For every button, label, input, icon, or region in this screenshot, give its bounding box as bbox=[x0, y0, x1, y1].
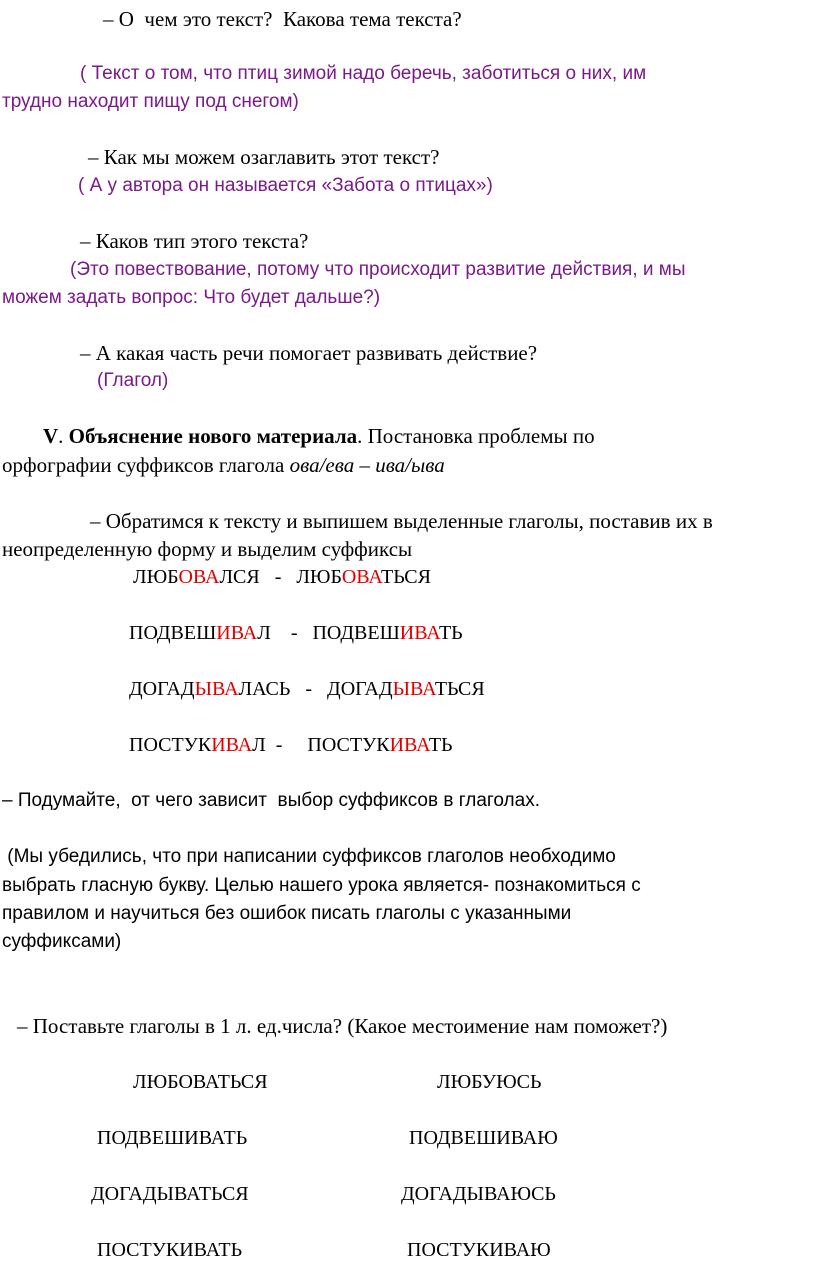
verb-ending: ТЬ bbox=[438, 622, 463, 644]
answer-4: (Глагол) bbox=[97, 370, 169, 391]
verb-stem: ПОДВЕШ bbox=[129, 622, 217, 644]
question-1: – О чем это текст? Какова тема текста? bbox=[103, 7, 462, 31]
verb-stem: ПОСТУК bbox=[129, 734, 212, 756]
verb-stem: ДОГАД bbox=[129, 678, 195, 700]
verb-stem: ПОДВЕШ bbox=[312, 622, 400, 644]
section-title: Объяснение нового материала bbox=[68, 424, 358, 448]
form-first-person-4: ПОСТУКИВАЮ bbox=[407, 1239, 551, 1261]
verb-pair-1 bbox=[133, 567, 431, 587]
section-number-dot: . bbox=[58, 424, 64, 448]
answer-2: ( А у автора он называется «Забота о птицах») bbox=[78, 175, 493, 196]
section-heading bbox=[43, 426, 595, 447]
section-subheading bbox=[2, 455, 445, 476]
form-infinitive-2: ПОДВЕШИВАТЬ bbox=[97, 1127, 248, 1149]
section-suffixes: ова/ева – ива/ыва bbox=[289, 453, 445, 477]
verb-pair-4 bbox=[129, 735, 453, 755]
verb-suffix: ИВА bbox=[399, 622, 439, 644]
section-subheading-text: орфографии суффиксов глагола bbox=[2, 453, 290, 477]
answer-3-line-2: можем задать вопрос: Что будет дальше?) bbox=[2, 287, 381, 308]
verb-separator: - bbox=[270, 622, 313, 644]
answer-1-line-1: ( Текст о том, что птиц зимой надо беречь, заботиться о них, им bbox=[80, 63, 647, 84]
verb-suffix: ЫВА bbox=[392, 678, 435, 700]
verb-stem: ЛЮБ bbox=[296, 566, 342, 588]
verb-ending: Л bbox=[257, 622, 271, 644]
verb-suffix: ИВА bbox=[216, 622, 258, 644]
verb-suffix: ЫВА bbox=[194, 678, 239, 700]
form-infinitive-3: ДОГАДЫВАТЬСЯ bbox=[91, 1183, 249, 1205]
form-first-person-1: ЛЮБУЮСЬ bbox=[437, 1071, 542, 1093]
verb-ending: ТЬ bbox=[428, 734, 453, 756]
verb-pair-2 bbox=[129, 623, 463, 643]
verb-stem: ЛЮБ bbox=[133, 566, 179, 588]
verb-ending: Л bbox=[252, 734, 266, 756]
verb-separator: - bbox=[259, 566, 297, 588]
question-3: – Каков тип этого текста? bbox=[80, 229, 309, 253]
answer-5-line-1: (Мы убедились, что при написании суффиксов глаголов необходимо bbox=[2, 846, 616, 867]
answer-5-line-2: выбрать гласную букву. Целью нашего урока является- познакомиться с bbox=[2, 875, 641, 896]
instruction-line-2: неопределенную форму и выделим суффиксы bbox=[2, 537, 413, 561]
verb-separator: - bbox=[290, 678, 328, 700]
verb-stem: ПОСТУК bbox=[307, 734, 390, 756]
question-2: – Как мы можем озаглавить этот текст? bbox=[88, 145, 440, 169]
question-4: – А какая часть речи помогает развивать действие? bbox=[80, 341, 538, 365]
instruction-line-1: – Обратимся к тексту и выпишем выделенные глаголы, поставив их в bbox=[90, 509, 713, 533]
section-title-rest: . Постановка проблемы по bbox=[357, 424, 595, 448]
answer-3-line-1: (Это повествование, потому что происходит развитие действия, и мы bbox=[70, 259, 686, 280]
section-number: V bbox=[43, 424, 59, 448]
question-5: – Подумайте, от чего зависит выбор суффиксов в глаголах. bbox=[2, 790, 540, 811]
verb-ending: ЛАСЬ bbox=[238, 678, 291, 700]
question-6: – Поставьте глаголы в 1 л. ед.числа? (Какое местоимение нам поможет?) bbox=[17, 1014, 668, 1038]
answer-1-line-2: трудно находит пищу под снегом) bbox=[2, 91, 299, 112]
verb-suffix: ОВА bbox=[341, 566, 382, 588]
answer-5-line-4: суффиксами) bbox=[2, 931, 122, 952]
verb-suffix: ИВА bbox=[211, 734, 253, 756]
verb-ending: ЛСЯ bbox=[219, 566, 260, 588]
form-infinitive-1: ЛЮБОВАТЬСЯ bbox=[133, 1071, 268, 1093]
verb-pair-3 bbox=[129, 679, 485, 699]
verb-ending: ТЬСЯ bbox=[381, 566, 431, 588]
verb-stem: ДОГАД bbox=[327, 678, 393, 700]
form-first-person-3: ДОГАДЫВАЮСЬ bbox=[401, 1183, 556, 1205]
verb-ending: ТЬСЯ bbox=[434, 678, 485, 700]
verb-suffix: ОВА bbox=[178, 566, 220, 588]
form-first-person-2: ПОДВЕШИВАЮ bbox=[409, 1127, 558, 1149]
verb-suffix: ИВА bbox=[389, 734, 429, 756]
answer-5-line-3: правилом и научиться без ошибок писать глаголы с указанными bbox=[2, 903, 572, 924]
verb-separator: - bbox=[265, 734, 308, 756]
form-infinitive-4: ПОСТУКИВАТЬ bbox=[97, 1239, 243, 1261]
